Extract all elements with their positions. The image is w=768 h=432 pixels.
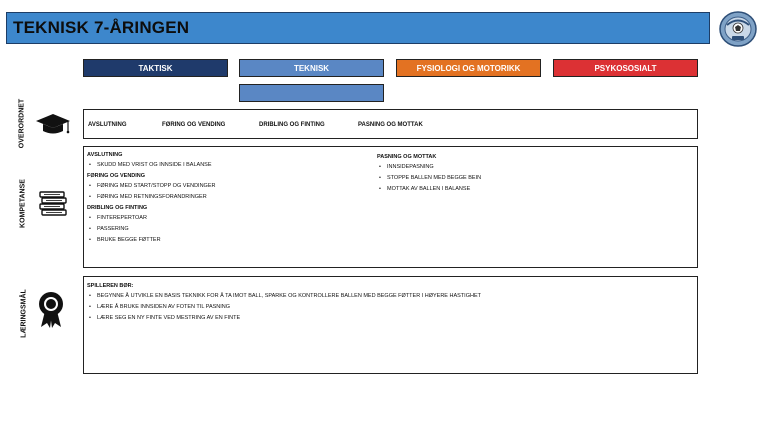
list-item: • BRUKE BEGGE FØTTER	[87, 235, 367, 246]
laeringsmal-title: SPILLEREN BØR:	[87, 283, 134, 289]
kompetanse-box	[83, 146, 698, 268]
tab-fysiologi-og-motorikk[interactable]: FYSIOLOGI OG MOTORIKK	[396, 59, 541, 77]
list-item: • MOTTAK AV BALLEN I BALANSE	[377, 184, 677, 195]
overordnet-item: FØRING OG VENDING	[162, 122, 226, 128]
list-item: • FINTEREPERTOAR	[87, 213, 367, 224]
list-item: • STOPPE BALLEN MED BEGGE BEIN	[377, 173, 677, 184]
club-badge-icon	[718, 10, 758, 48]
list-item: • PASSERING	[87, 224, 367, 235]
section-label-kompetanse: KOMPETANSE	[19, 179, 27, 228]
kompetanse-right-column	[377, 152, 677, 195]
award-ribbon-icon	[38, 291, 64, 334]
list-item: • SKUDD MED VRIST OG INNSIDE I BALANSE	[87, 160, 367, 171]
tab-taktisk[interactable]: TAKTISK	[83, 59, 228, 77]
group-title: AVSLUTNING	[87, 152, 123, 158]
list-item: • FØRING MED RETNINGSFORANDRINGER	[87, 192, 367, 203]
list-item: • FØRING MED START/STOPP OG VENDINGER	[87, 181, 367, 192]
overordnet-item: DRIBLING OG FINTING	[259, 122, 325, 128]
overordnet-box	[83, 109, 698, 139]
graduation-cap-icon	[35, 112, 71, 141]
overordnet-item: AVSLUTNING	[88, 122, 127, 128]
kompetanse-left-column	[87, 150, 367, 246]
list-item: • LÆRE Å BRUKE INNSIDEN AV FOTEN TIL PASNING	[87, 302, 687, 313]
list-item: • LÆRE SEG EN NY FINTE VED MESTRING AV EN FINTE	[87, 313, 687, 324]
group-title: PASNING OG MOTTAK	[377, 154, 437, 160]
section-label-overordnet: OVERORDNET	[18, 98, 26, 149]
section-label-laeringsmal: LÆRINGSMÅL	[20, 289, 28, 338]
tab-psykososialt[interactable]: PSYKOSOSIALT	[553, 59, 698, 77]
group-title: DRIBLING OG FINTING	[87, 205, 148, 211]
laeringsmal-box	[83, 276, 698, 374]
overordnet-item: PASNING OG MOTTAK	[358, 122, 423, 128]
list-item: • BEGYNNE Å UTVIKLE EN BASIS TEKNIKK FOR Å TA IMOT BALL, SPARKE OG KONTROLLERE BALLEN MED BEGGE FØTTER I HØYERE HASTIGHET	[87, 291, 687, 302]
tab-teknisk[interactable]: TEKNISK	[239, 59, 384, 77]
laeringsmal-content	[87, 281, 687, 324]
page-title: TEKNISK 7-ÅRINGEN	[13, 18, 190, 37]
header-bar	[6, 12, 710, 44]
list-item: • INNSIDEPASNING	[377, 162, 677, 173]
teknisk-sub-tab[interactable]	[239, 84, 384, 102]
group-title: FØRING OG VENDING	[87, 173, 146, 179]
books-icon	[38, 191, 68, 222]
